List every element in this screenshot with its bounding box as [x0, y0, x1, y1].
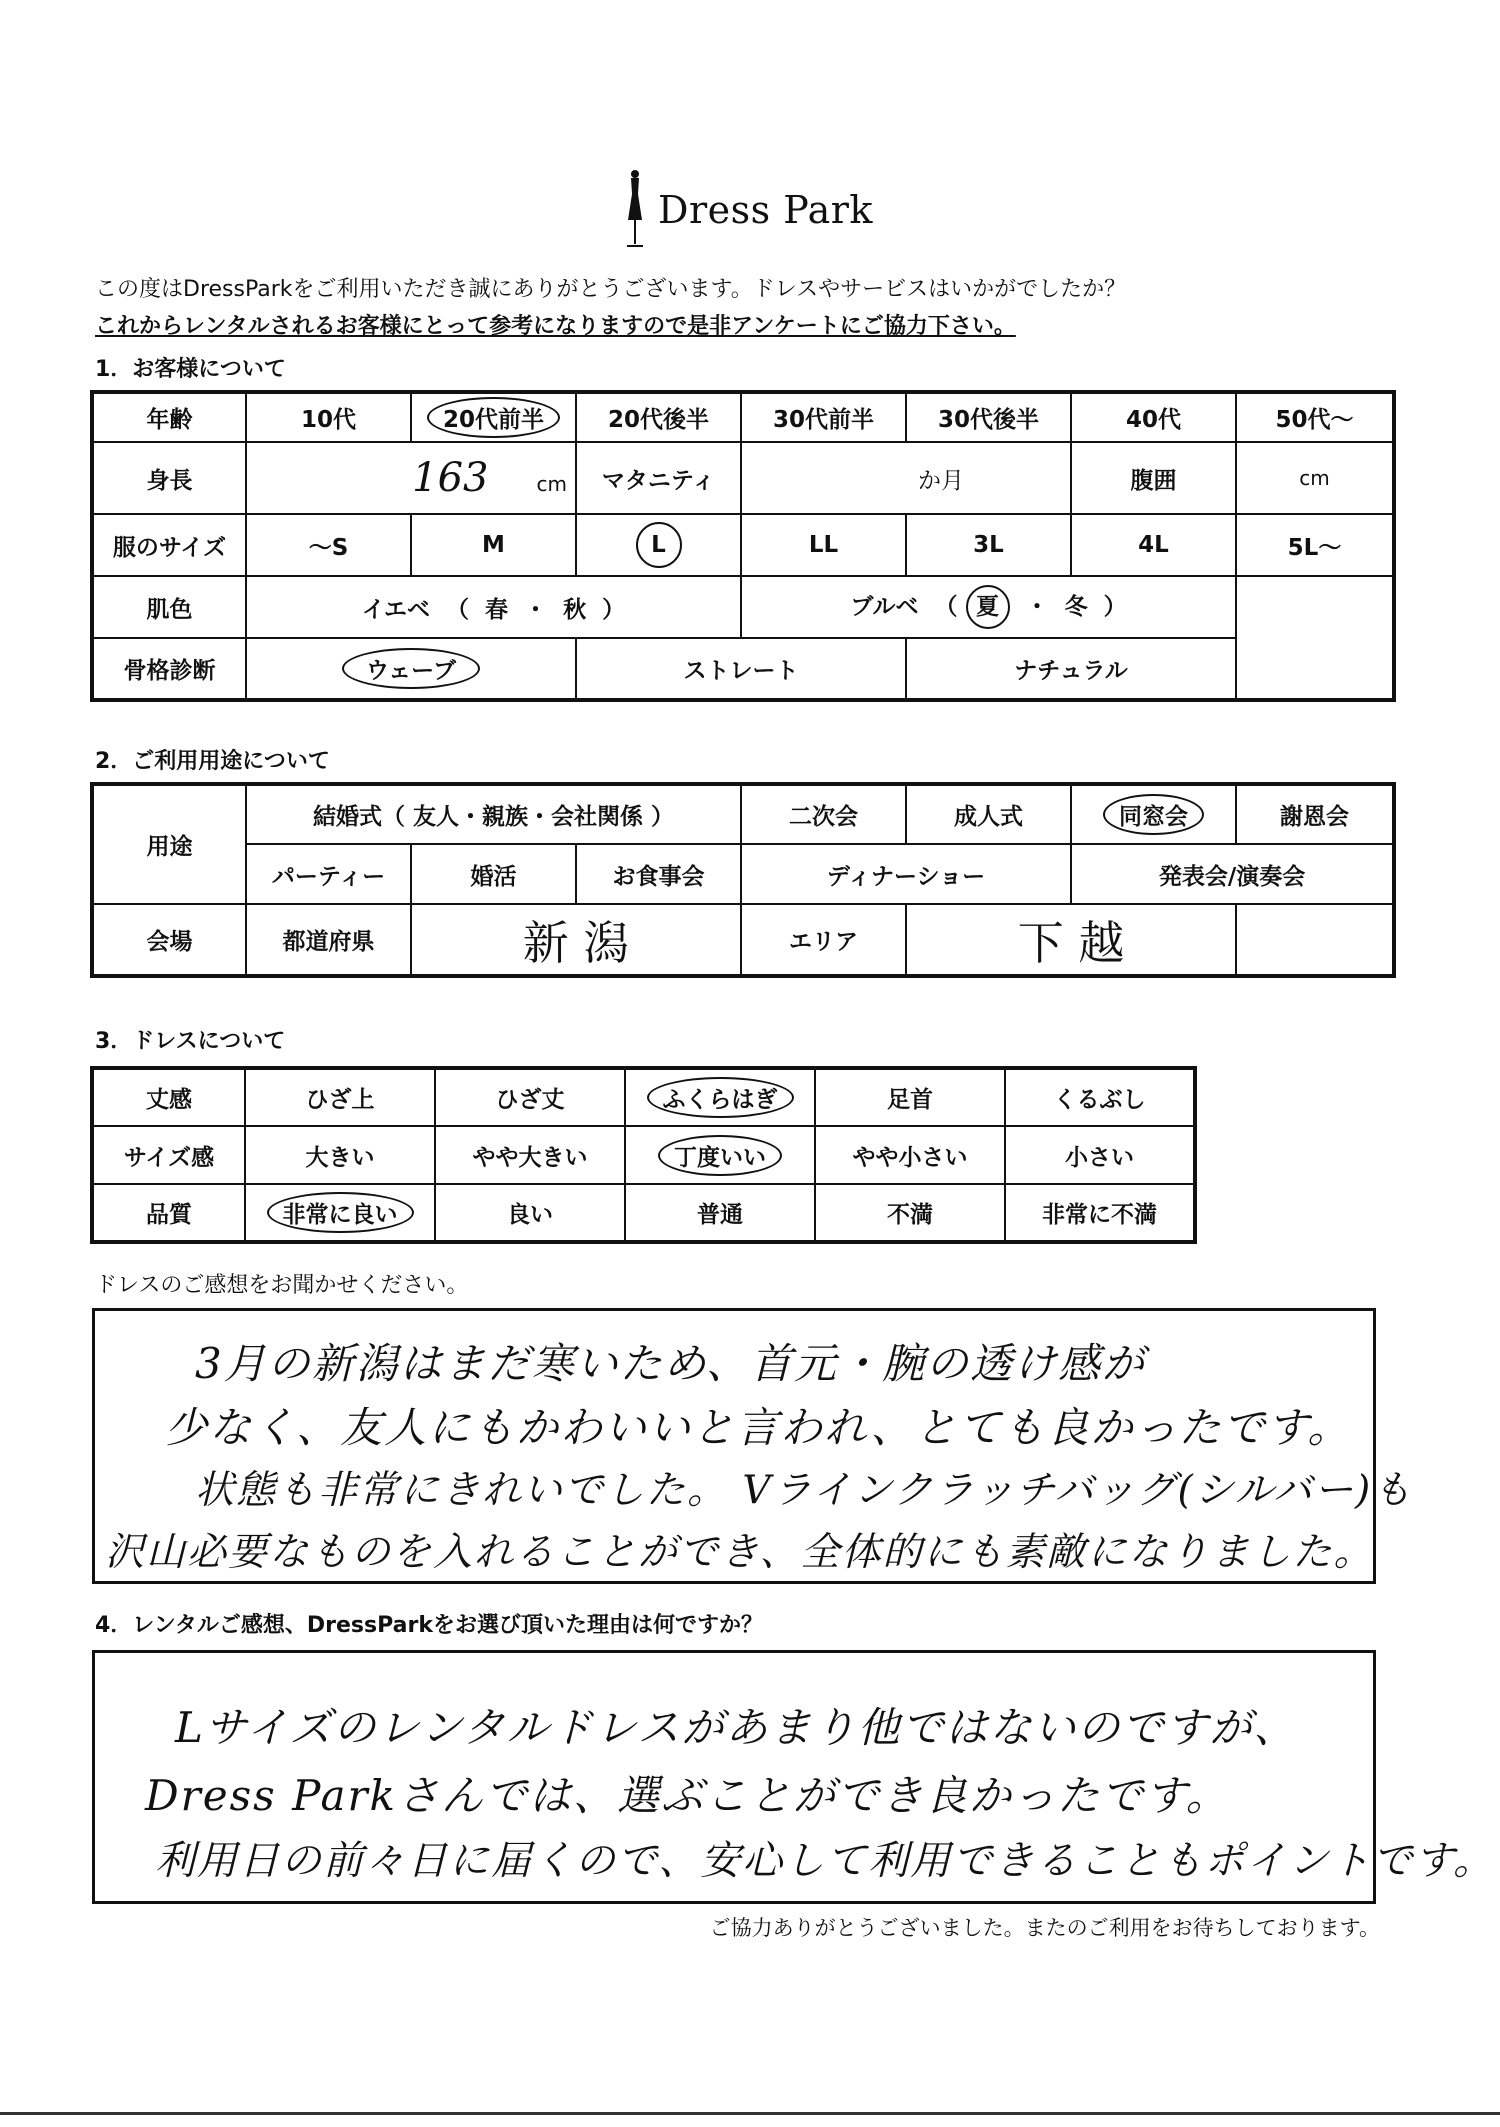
size-option[interactable]: LL	[741, 514, 906, 576]
waist-field[interactable]	[1236, 442, 1394, 514]
intro-text: この度はDressParkをご利用いただき誠にありがとうございます。ドレスやサービスはいかがでしたか？	[95, 277, 1127, 302]
purpose-option[interactable]: お食事会	[576, 844, 741, 904]
age-option[interactable]: 40代	[1071, 392, 1236, 442]
comment-line: 利用日の前々日に届くので、安心して利用できることもポイントです。	[155, 1838, 1495, 1884]
quality-option[interactable]: 不満	[815, 1184, 1005, 1242]
purpose-option[interactable]: 成人式	[906, 784, 1071, 844]
empty-cell	[1236, 576, 1394, 638]
prefecture-label: 都道府県	[246, 904, 411, 976]
purpose-table	[90, 782, 1396, 978]
size-option[interactable]: 5L～	[1236, 514, 1394, 576]
fit-option[interactable]: やや小さい	[815, 1126, 1005, 1184]
skin-option-winter[interactable]: 冬	[1064, 594, 1088, 620]
length-option[interactable]: 足首	[815, 1068, 1005, 1126]
section4-title: 4．レンタルご感想、DressParkをお選び頂いた理由は何ですか？	[95, 1613, 763, 1638]
skin-option-summer-selected[interactable]: 夏	[966, 585, 1010, 629]
comment-line: 状態も非常にきれいでした。 Vラインクラッチバッグ(シルバー)も	[195, 1468, 1414, 1513]
fit-option[interactable]: 大きい	[245, 1126, 435, 1184]
paren: ）	[602, 596, 626, 623]
yellow-base-field[interactable]	[246, 576, 741, 638]
length-label: 丈感	[92, 1068, 245, 1126]
size-option[interactable]: ～S	[246, 514, 411, 576]
comment-line: 3月の新潟はまだ寒いため、首元・腕の透け感が	[195, 1339, 1147, 1388]
empty-cell	[1236, 638, 1394, 700]
skin-option-spring[interactable]: 春	[485, 596, 509, 623]
blue-base-label: ブルベ	[850, 594, 919, 620]
length-option[interactable]: ひざ丈	[435, 1068, 625, 1126]
purpose-option[interactable]: パーティー	[246, 844, 411, 904]
waist-label: 腹囲	[1071, 442, 1236, 514]
months-unit: か月	[918, 467, 964, 494]
size-option[interactable]: 3L	[906, 514, 1071, 576]
quality-label: 品質	[92, 1184, 245, 1242]
fit-option[interactable]: やや大きい	[435, 1126, 625, 1184]
age-option[interactable]: 20代後半	[576, 392, 741, 442]
quality-option[interactable]: 良い	[435, 1184, 625, 1242]
size-option[interactable]: 4L	[1071, 514, 1236, 576]
size-label: 服のサイズ	[92, 514, 246, 576]
brand-name: Dress Park	[658, 188, 873, 232]
age-option[interactable]: 30代後半	[906, 392, 1071, 442]
logo	[620, 168, 920, 258]
purpose-option[interactable]: 謝恩会	[1236, 784, 1394, 844]
purpose-wedding[interactable]: 結婚式（ 友人・親族・会社関係 ）	[246, 784, 741, 844]
waist-unit: cm	[1299, 466, 1330, 490]
height-unit: cm	[536, 472, 567, 496]
separator-dot: ・	[1025, 594, 1049, 620]
purpose-option[interactable]: 発表会/演奏会	[1071, 844, 1394, 904]
height-label: 身長	[92, 442, 246, 514]
page-edge-line	[0, 2112, 1500, 2115]
age-option[interactable]: 30代前半	[741, 392, 906, 442]
dress-mannequin-icon	[620, 168, 650, 254]
quality-option[interactable]: 普通	[625, 1184, 815, 1242]
length-option[interactable]: くるぶし	[1005, 1068, 1195, 1126]
size-option-selected[interactable]	[576, 514, 741, 576]
fit-option[interactable]: 小さい	[1005, 1126, 1195, 1184]
prefecture-value: 新 潟	[522, 915, 630, 970]
height-value: 163	[412, 455, 489, 501]
age-option-selected[interactable]	[411, 392, 576, 442]
section3-title: 3．ドレスについて	[95, 1029, 286, 1054]
skeleton-option-selected[interactable]	[246, 638, 576, 700]
fit-label: サイズ感	[92, 1126, 245, 1184]
customer-table	[90, 390, 1396, 702]
intro-request: これからレンタルされるお客様にとって参考になりますので是非アンケートにご協力下さい。	[95, 314, 1016, 339]
selection-circle: 非常に良い	[267, 1192, 414, 1233]
area-field[interactable]	[906, 904, 1236, 976]
length-option[interactable]: ひざ上	[245, 1068, 435, 1126]
maternity-months-field[interactable]	[741, 442, 1071, 514]
dress-comment-box[interactable]	[92, 1308, 1414, 1584]
purpose-label: 用途	[92, 784, 246, 904]
dress-comment-prompt: ドレスのご感想をお聞かせください。	[95, 1273, 469, 1298]
quality-option[interactable]: 非常に不満	[1005, 1184, 1195, 1242]
closing-message: ご協力ありがとうございました。またのご利用をお待ちしております。	[709, 1916, 1380, 1940]
skeleton-option[interactable]: ストレート	[576, 638, 906, 700]
comment-line: 少なく、友人にもかわいいと言われ、とても良かったです。	[165, 1403, 1352, 1452]
selection-circle: 同窓会	[1103, 794, 1204, 835]
age-label: 年齢	[92, 392, 246, 442]
paren: ）	[1103, 594, 1127, 620]
quality-option-selected[interactable]	[245, 1184, 435, 1242]
selection-circle: ふくらはぎ	[647, 1077, 794, 1118]
skin-label: 肌色	[92, 576, 246, 638]
size-option[interactable]: M	[411, 514, 576, 576]
separator-dot: ・	[524, 596, 548, 623]
paren: （	[934, 594, 958, 620]
yellow-base-label: イエベ	[361, 596, 430, 623]
selection-circle: ウェーブ	[342, 648, 480, 689]
empty-cell	[1236, 904, 1394, 976]
age-option[interactable]: 10代	[246, 392, 411, 442]
purpose-option-selected[interactable]	[1071, 784, 1236, 844]
purpose-option[interactable]: ディナーショー	[741, 844, 1071, 904]
selection-circle: 20代前半	[427, 397, 560, 438]
section1-title: 1．お客様について	[95, 357, 286, 382]
skin-option-autumn[interactable]: 秋	[563, 596, 587, 623]
comment-line: 沢山必要なものを入れることができ、全体的にも素敵になりました。	[105, 1530, 1375, 1575]
venue-label: 会場	[92, 904, 246, 976]
length-option-selected[interactable]	[625, 1068, 815, 1126]
blue-base-field[interactable]	[741, 576, 1236, 638]
fit-option-selected[interactable]	[625, 1126, 815, 1184]
purpose-option[interactable]: 二次会	[741, 784, 906, 844]
prefecture-field[interactable]	[411, 904, 741, 976]
comment-line: Dress Parkさんでは、選ぶことができ良かったです。	[145, 1771, 1230, 1820]
area-label: エリア	[741, 904, 906, 976]
paren: （	[446, 596, 470, 623]
purpose-option[interactable]: 婚活	[411, 844, 576, 904]
maternity-label: マタニティ	[576, 442, 741, 514]
selection-circle: L	[636, 522, 682, 568]
section2-title: 2．ご利用用途について	[95, 749, 330, 774]
age-option[interactable]: 50代～	[1236, 392, 1394, 442]
dress-table	[90, 1066, 1197, 1244]
skeleton-label: 骨格診断	[92, 638, 246, 700]
rental-comment-box[interactable]	[92, 1650, 1495, 1904]
area-value: 下 越	[1017, 915, 1125, 970]
height-field[interactable]	[246, 442, 576, 514]
skeleton-option[interactable]: ナチュラル	[906, 638, 1236, 700]
selection-circle: 丁度いい	[658, 1135, 782, 1176]
comment-line: Lサイズのレンタルドレスがあまり他ではないのですが、	[175, 1703, 1298, 1752]
